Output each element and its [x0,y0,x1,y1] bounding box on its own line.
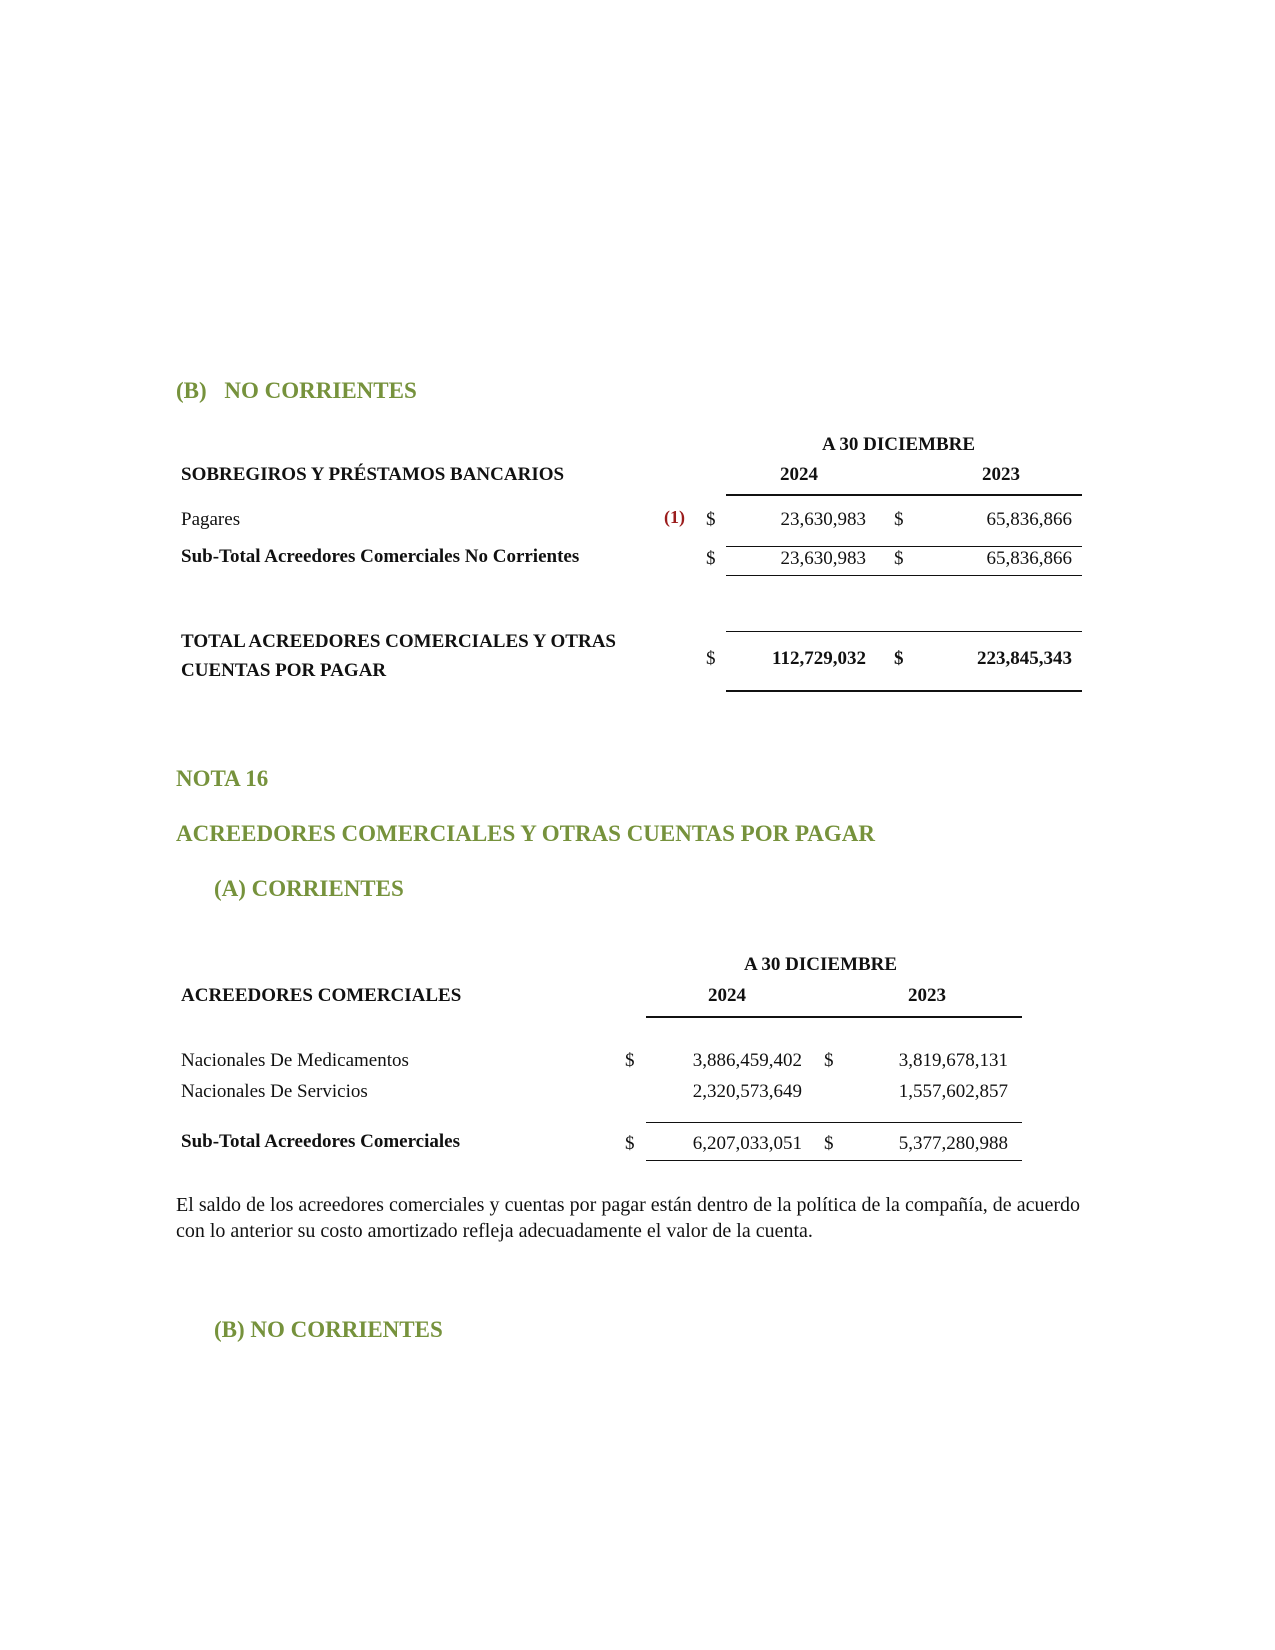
row-label: Pagares [181,509,241,530]
total-value-2024: 112,729,032 [772,648,866,669]
currency-symbol: $ [706,548,716,569]
header-rule [646,1016,1022,1018]
year-header-2024: 2024 [708,985,746,1006]
row-label: Nacionales De Servicios [181,1081,368,1102]
value-2024: 23,630,983 [780,509,866,530]
subtotal-value-2023: 5,377,280,988 [898,1133,1008,1154]
period-header: A 30 DICIEMBRE [822,434,976,455]
total-label-line2: CUENTAS POR PAGAR [181,660,387,681]
value-2024: 2,320,573,649 [692,1081,802,1102]
value-2023: 1,557,602,857 [898,1081,1008,1102]
total-value-2023: 223,845,343 [977,648,1072,669]
currency-symbol: $ [894,509,904,530]
subtotal-label: Sub-Total Acreedores Comerciales No Corrientes [181,546,580,567]
currency-symbol: $ [625,1133,635,1154]
total-bottom-rule [726,690,1082,692]
row-rule [646,1122,1022,1123]
row-label: Nacionales De Medicamentos [181,1050,409,1071]
total-top-rule [726,631,1082,632]
note-number: NOTA 16 [176,766,269,791]
section-heading-b: (B) NO CORRIENTES [214,1317,443,1342]
note-title: ACREEDORES COMERCIALES Y OTRAS CUENTAS POR PAGAR [176,821,876,846]
value-2023: 65,836,866 [986,509,1072,530]
table-label-header: SOBREGIROS Y PRÉSTAMOS BANCARIOS [181,464,565,485]
period-header: A 30 DICIEMBRE [744,954,898,975]
currency-symbol: $ [824,1133,834,1154]
subtotal-value-2024: 6,207,033,051 [692,1133,802,1154]
row-rule [726,546,1082,547]
table-label-header: ACREEDORES COMERCIALES [181,985,462,1006]
currency-symbol: $ [706,648,716,669]
year-header-2024: 2024 [780,464,818,485]
explanatory-paragraph: El saldo de los acreedores comerciales y cuentas por pagar están dentro de la política de la compañía, de acuerdo con lo anterior su costo amortizado refleja adecuadamente el valor de la cuenta. [176,1194,1080,1242]
section-letter: (B) [176,378,207,403]
section-heading [176,378,417,404]
subtotal-rule [726,575,1082,576]
currency-symbol: $ [824,1050,834,1071]
value-2023: 3,819,678,131 [898,1050,1008,1071]
value-2024: 3,886,459,402 [692,1050,802,1071]
subtotal-label: Sub-Total Acreedores Comerciales [181,1131,460,1152]
total-label-line1: TOTAL ACREEDORES COMERCIALES Y OTRAS [181,631,616,652]
section-title: NO CORRIENTES [224,378,417,403]
subtotal-rule [646,1160,1022,1161]
subtotal-value-2023: 65,836,866 [986,548,1072,569]
year-header-2023: 2023 [982,464,1020,485]
currency-symbol: $ [625,1050,635,1071]
subtotal-value-2024: 23,630,983 [780,548,866,569]
note-reference: (1) [664,507,685,527]
currency-symbol: $ [894,548,904,569]
year-header-2023: 2023 [908,985,946,1006]
currency-symbol: $ [894,648,904,669]
section-heading-a: (A) CORRIENTES [214,876,404,901]
header-rule [726,494,1082,496]
currency-symbol: $ [706,509,716,530]
